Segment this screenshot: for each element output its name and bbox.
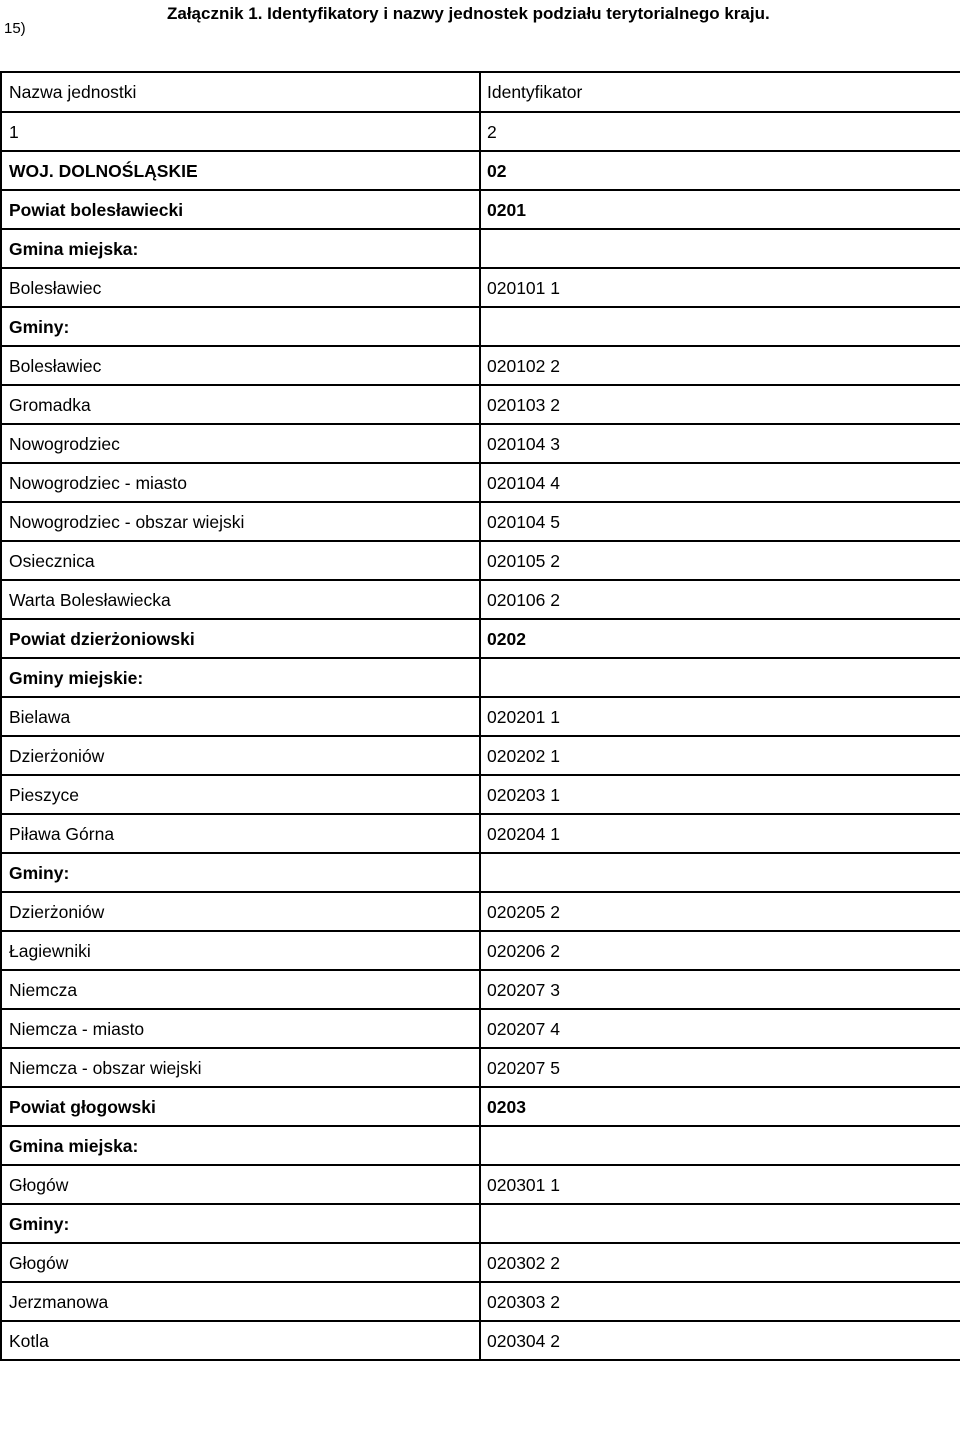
table-row [1, 1204, 960, 1243]
unit-identifier-cell: 0203 [480, 1087, 960, 1126]
table-row [1, 814, 960, 853]
unit-identifier-cell: 020202 1 [480, 736, 960, 775]
unit-name-cell: Gminy miejskie: [1, 658, 480, 697]
unit-identifier-cell: 02 [480, 151, 960, 190]
unit-identifier-cell [480, 307, 960, 346]
table-row [1, 151, 960, 190]
unit-identifier-cell: 020205 2 [480, 892, 960, 931]
unit-identifier-cell: 020207 4 [480, 1009, 960, 1048]
unit-name-cell: Jerzmanowa [1, 1282, 480, 1321]
table-row [1, 1126, 960, 1165]
table-row [1, 619, 960, 658]
table-row [1, 229, 960, 268]
unit-name-cell: Gmina miejska: [1, 1126, 480, 1165]
unit-identifier-cell: 020106 2 [480, 580, 960, 619]
table-row [1, 853, 960, 892]
unit-name-cell: Powiat dzierżoniowski [1, 619, 480, 658]
unit-name-cell: Dzierżoniów [1, 892, 480, 931]
unit-identifier-cell [480, 658, 960, 697]
unit-name-cell: Niemcza [1, 970, 480, 1009]
page-number: 15) [4, 20, 26, 37]
unit-identifier-cell: 020104 3 [480, 424, 960, 463]
unit-identifier-cell: 020101 1 [480, 268, 960, 307]
unit-name-cell: Głogów [1, 1165, 480, 1204]
unit-identifier-cell: 020207 3 [480, 970, 960, 1009]
unit-identifier-cell: 020102 2 [480, 346, 960, 385]
table-row [1, 1282, 960, 1321]
table-row [1, 190, 960, 229]
table-row [1, 346, 960, 385]
unit-identifier-cell [480, 229, 960, 268]
unit-identifier-cell: 020303 2 [480, 1282, 960, 1321]
unit-name-cell: WOJ. DOLNOŚLĄSKIE [1, 151, 480, 190]
unit-name-cell: Gmina miejska: [1, 229, 480, 268]
table-row [1, 736, 960, 775]
unit-name-cell: Gromadka [1, 385, 480, 424]
unit-name-cell: Bolesławiec [1, 268, 480, 307]
table-row [1, 541, 960, 580]
unit-name-cell: Głogów [1, 1243, 480, 1282]
unit-identifier-cell [480, 853, 960, 892]
table-row [1, 658, 960, 697]
unit-identifier-cell: 020304 2 [480, 1321, 960, 1360]
table-row [1, 307, 960, 346]
document-title: Załącznik 1. Identyfikatory i nazwy jednostek podziału terytorialnego kraju. [167, 4, 770, 23]
unit-name-cell: Nowogrodziec [1, 424, 480, 463]
table-row [1, 1009, 960, 1048]
table-row [1, 775, 960, 814]
table-row [1, 1087, 960, 1126]
unit-name-cell: Gminy: [1, 1204, 480, 1243]
unit-name-cell: Gminy: [1, 853, 480, 892]
table-row [1, 463, 960, 502]
unit-identifier-cell: 020105 2 [480, 541, 960, 580]
table-row [1, 931, 960, 970]
table-row [1, 970, 960, 1009]
unit-identifier-cell: 020104 5 [480, 502, 960, 541]
unit-name-cell: Pieszyce [1, 775, 480, 814]
unit-identifier-cell: 020301 1 [480, 1165, 960, 1204]
column-number-1: 1 [1, 112, 480, 151]
column-number-row [1, 112, 960, 151]
unit-identifier-cell: 020206 2 [480, 931, 960, 970]
unit-name-cell: Warta Bolesławiecka [1, 580, 480, 619]
table-row [1, 1243, 960, 1282]
column-number-2: 2 [480, 112, 960, 151]
table-row [1, 385, 960, 424]
table-row [1, 1165, 960, 1204]
unit-name-cell: Powiat głogowski [1, 1087, 480, 1126]
unit-name-cell: Nowogrodziec - miasto [1, 463, 480, 502]
unit-name-cell: Kotla [1, 1321, 480, 1360]
unit-identifier-cell: 020204 1 [480, 814, 960, 853]
unit-identifier-cell: 020302 2 [480, 1243, 960, 1282]
unit-identifier-cell: 020104 4 [480, 463, 960, 502]
column-header-identifier: Identyfikator [480, 72, 960, 112]
unit-name-cell: Osiecznica [1, 541, 480, 580]
unit-name-cell: Piława Górna [1, 814, 480, 853]
unit-name-cell: Łagiewniki [1, 931, 480, 970]
unit-identifier-cell: 0202 [480, 619, 960, 658]
territorial-units-table [0, 71, 960, 1361]
unit-name-cell: Dzierżoniów [1, 736, 480, 775]
unit-identifier-cell: 020207 5 [480, 1048, 960, 1087]
table-row [1, 580, 960, 619]
unit-name-cell: Gminy: [1, 307, 480, 346]
table-row [1, 892, 960, 931]
table-row [1, 424, 960, 463]
table-row [1, 1321, 960, 1360]
unit-identifier-cell: 0201 [480, 190, 960, 229]
unit-name-cell: Niemcza - miasto [1, 1009, 480, 1048]
column-header-name: Nazwa jednostki [1, 72, 480, 112]
table-row [1, 1048, 960, 1087]
table-row [1, 502, 960, 541]
unit-name-cell: Nowogrodziec - obszar wiejski [1, 502, 480, 541]
unit-name-cell: Bolesławiec [1, 346, 480, 385]
table-row [1, 268, 960, 307]
unit-name-cell: Powiat bolesławiecki [1, 190, 480, 229]
unit-name-cell: Bielawa [1, 697, 480, 736]
unit-identifier-cell: 020201 1 [480, 697, 960, 736]
unit-identifier-cell: 020203 1 [480, 775, 960, 814]
table-row [1, 697, 960, 736]
unit-identifier-cell [480, 1126, 960, 1165]
table-header-row [1, 72, 960, 112]
unit-name-cell: Niemcza - obszar wiejski [1, 1048, 480, 1087]
unit-identifier-cell [480, 1204, 960, 1243]
unit-identifier-cell: 020103 2 [480, 385, 960, 424]
